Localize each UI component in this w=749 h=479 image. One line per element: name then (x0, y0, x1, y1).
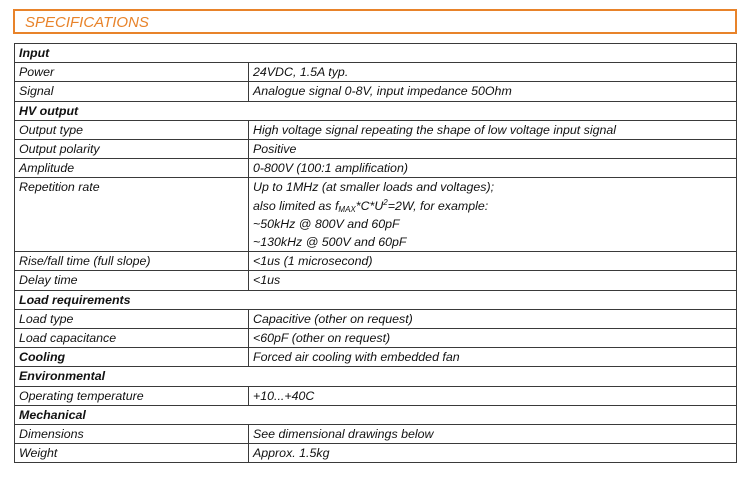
row-value-operating-temperature: +10...+40C (249, 386, 737, 405)
row-value-load-capacitance: <60pF (other on request) (249, 329, 737, 348)
section-title-environmental: Environmental (15, 367, 737, 386)
table-row (15, 178, 737, 252)
section-row-input (15, 44, 737, 63)
row-value-power: 24VDC, 1.5A typ. (249, 63, 737, 82)
row-label-weight: Weight (15, 444, 249, 463)
page-title: SPECIFICATIONS (25, 14, 149, 31)
row-value-dimensions: See dimensional drawings below (249, 425, 737, 444)
repetition-rate-line-2 (253, 197, 736, 215)
section-title-load-requirements: Load requirements (15, 290, 737, 309)
row-label-repetition-rate: Repetition rate (15, 178, 249, 252)
specifications-header (13, 9, 737, 34)
table-row (15, 386, 737, 405)
table-row (15, 425, 737, 444)
section-title-mechanical: Mechanical (15, 405, 737, 424)
row-label-signal: Signal (15, 82, 249, 101)
row-label-dimensions: Dimensions (15, 425, 249, 444)
row-label-delay-time: Delay time (15, 271, 249, 290)
row-value-amplitude: 0-800V (100:1 amplification) (249, 159, 737, 178)
table-row (15, 309, 737, 328)
row-label-power: Power (15, 63, 249, 82)
table-row (15, 252, 737, 271)
row-value-load-type: Capacitive (other on request) (249, 309, 737, 328)
formula-subscript: MAX (338, 204, 356, 214)
table-row (15, 444, 737, 463)
table-row (15, 348, 737, 367)
row-value-signal: Analogue signal 0-8V, input impedance 50Ohm (249, 82, 737, 101)
section-row-environmental (15, 367, 737, 386)
table-row (15, 329, 737, 348)
table-row (15, 63, 737, 82)
formula-superscript: 2 (383, 197, 388, 207)
row-label-rise-fall-time: Rise/fall time (full slope) (15, 252, 249, 271)
repetition-rate-line-1: Up to 1MHz (at smaller loads and voltages); (253, 180, 495, 195)
formula-prefix: also limited as f (253, 198, 339, 213)
table-row (15, 159, 737, 178)
section-title-input: Input (15, 44, 737, 63)
specifications-table (14, 43, 737, 463)
row-value-output-polarity: Positive (249, 140, 737, 159)
row-label-cooling: Cooling (15, 348, 249, 367)
section-title-hv-output: HV output (15, 101, 737, 120)
row-value-repetition-rate (249, 178, 737, 252)
section-row-mechanical (15, 405, 737, 424)
row-value-rise-fall-time: <1us (1 microsecond) (249, 252, 737, 271)
row-value-output-type: High voltage signal repeating the shape of low voltage input signal (249, 120, 737, 139)
section-row-hv-output (15, 101, 737, 120)
row-label-output-polarity: Output polarity (15, 140, 249, 159)
row-label-output-type: Output type (15, 120, 249, 139)
row-value-delay-time: <1us (249, 271, 737, 290)
row-value-cooling: Forced air cooling with embedded fan (249, 348, 737, 367)
row-value-weight: Approx. 1.5kg (249, 444, 737, 463)
formula-suffix: =2W, for example: (387, 198, 489, 213)
table-row (15, 140, 737, 159)
repetition-rate-line-4: ~130kHz @ 500V and 60pF (253, 235, 407, 250)
row-label-load-capacitance: Load capacitance (15, 329, 249, 348)
section-row-load-requirements (15, 290, 737, 309)
row-label-amplitude: Amplitude (15, 159, 249, 178)
table-row (15, 120, 737, 139)
formula-middle: *C*U (355, 198, 384, 213)
row-label-load-type: Load type (15, 309, 249, 328)
row-label-operating-temperature: Operating temperature (15, 386, 249, 405)
table-row (15, 82, 737, 101)
repetition-rate-line-3: ~50kHz @ 800V and 60pF (253, 216, 400, 231)
table-row (15, 271, 737, 290)
